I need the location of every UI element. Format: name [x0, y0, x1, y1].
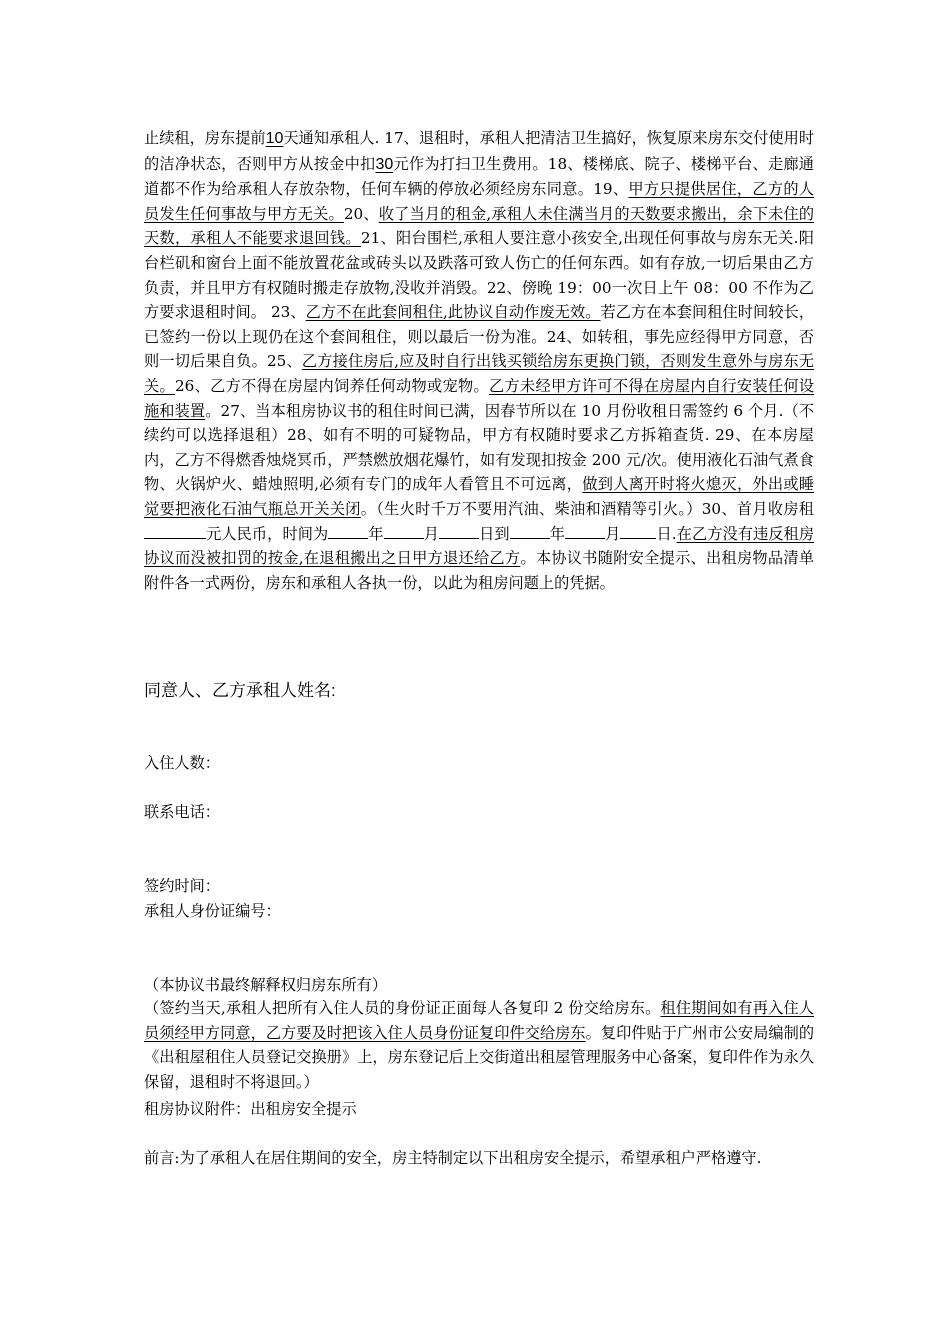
clause-text: 月	[605, 524, 621, 543]
phone-label: 联系电话：	[144, 803, 220, 821]
note-underlined: 租住期间如有再入住人员须经甲方同意，乙方要及时把该入住人员身份证复印件交给房东	[144, 999, 815, 1042]
clause-underlined: 甲方只提供居住，乙方的人员发生任何事故与甲方无关。	[144, 180, 815, 223]
clause-text: 月	[423, 524, 440, 543]
clause-underlined: 乙方不在此套间租住,此协议自动作废无效。	[305, 303, 601, 322]
interpretation-note: （本协议书最终解释权归房东所有）	[144, 976, 387, 994]
clause-text: 元人民币，时间为	[206, 524, 329, 543]
clause-underlined: 乙方未经甲方许可不得在房屋内自行安装任何设施和装置	[144, 376, 814, 420]
clause-text: 。（生火时千万不要用汽油、柴油和酒精等引火。）30、首月收房租	[360, 499, 814, 518]
date-blank[interactable]	[439, 523, 479, 539]
clause-text: 天通知承租人. 17、退租时，承租人把清洁卫生搞好，恢复原来房东交付使用时的洁净状态，否则甲方从按金中扣	[144, 129, 815, 173]
attachment-title: 租房协议附件：出租房安全提示	[144, 1100, 357, 1118]
preface-text: 前言:为了承租人在居住期间的安全，房主特制定以下出租房安全提示，希望承租户严格遵守.	[144, 1149, 762, 1167]
agreement-clauses	[144, 126, 814, 595]
clause-text: 年	[549, 524, 566, 543]
clause-underlined: 在乙方没有违反租房协议而没被扣罚的按金,在退租搬出之日甲方退还给乙方	[144, 524, 815, 568]
clause-text: 。27、当本租房协议书的租住时间已满，因春节所以在 10 月份收租日需签约 6 个月.（不续约可以选择退租）28、如有不明的可疑物品，甲方有权随时要求乙方拆箱查货. 29、在本房屋内，乙方不得燃香烛烧冥币，严禁燃放烟花爆竹，如有发现扣按金 200 元/次。使用液化石油气煮食物、火锅炉火、蜡烛照明,必须有专门的成年人看管且不可远离，	[144, 401, 815, 494]
id-copy-note	[144, 996, 814, 1094]
clause-underlined: 乙方接住房后,应及时自行出钱买锁给房东更换门锁，否则发生意外与房东无关。	[144, 352, 815, 395]
clause-underlined: 做到人离开时将火熄灭，外出或睡觉要把液化石油气瓶总开关关闭	[144, 475, 815, 518]
clause-text: 。本协议书随附安全提示、出租房物品清单附件各一式两份，房东和承租人各执一份，以此为租房问题上的凭据。	[144, 549, 815, 592]
date-blank[interactable]	[384, 523, 424, 539]
date-blank[interactable]	[565, 523, 605, 539]
clause-text: 止续租，房东提前	[144, 129, 266, 147]
occupants-label: 入住人数：	[144, 754, 220, 772]
sign-time-label: 签约时间：	[144, 878, 220, 895]
clause-text: 元作为打扫卫生费用。18、楼梯底、院子、楼梯平台、走廊通道都不作为给承租人存放杂物，任何车辆的停放必须经房东同意。19、	[144, 154, 814, 199]
id-number-label: 承租人身份证编号：	[144, 902, 281, 920]
date-blank[interactable]	[620, 523, 656, 539]
clause-text: 21、阳台围栏,承租人要注意小孩安全,出现任何事故与房东无关.阳台栏矶和窗台上面不能放置花盆或砖头以及跌落可致人伤亡的任何东西。如有存放,一切后果由乙方负责，并且甲方有权随时搬走存放物,没收并消毁。22、傍晚 19：00一次日上午 08：00 不作为乙方要求退租时间。 23、	[144, 229, 814, 322]
date-blank[interactable]	[510, 523, 550, 539]
clause-text: 日到	[479, 524, 510, 543]
date-blank[interactable]	[328, 523, 368, 539]
note-text: 。复印件贴于广州市公安局编制的《出租屋租住人员登记交换册》上，房东登记后上交街道出租屋管理服务中心备案，复印件作为永久保留，退租时不将退回。）	[144, 1023, 815, 1091]
signature-heading: 同意人、乙方承租人姓名:	[144, 681, 336, 700]
clause-text: 年	[368, 524, 384, 543]
clause-text: 20、	[343, 204, 379, 223]
rent-amount-blank[interactable]	[144, 523, 206, 539]
clause-text: 日.	[656, 524, 677, 543]
clause-text: 26、乙方不得在房屋内饲养任何动物或宠物。	[174, 376, 489, 395]
clause-underlined: 收了当月的租金,承租人未住满当月的天数要求搬出，余下未住的天数，承租人不能要求退回钱。	[144, 204, 815, 248]
clause-text: 若乙方在本套间租住时间较长，已签约一份以上现仍在这个套间租住，则以最后一份为准。24、如转租，事先应经得甲方同意，否则一切后果自负。25、	[144, 303, 815, 371]
cleaning-fee-value: 30	[375, 155, 394, 173]
notice-days-value: 10	[265, 130, 284, 147]
note-text: （签约当天,承租人把所有入住人员的身份证正面每人各复印 2 份交给房东。	[144, 999, 661, 1017]
